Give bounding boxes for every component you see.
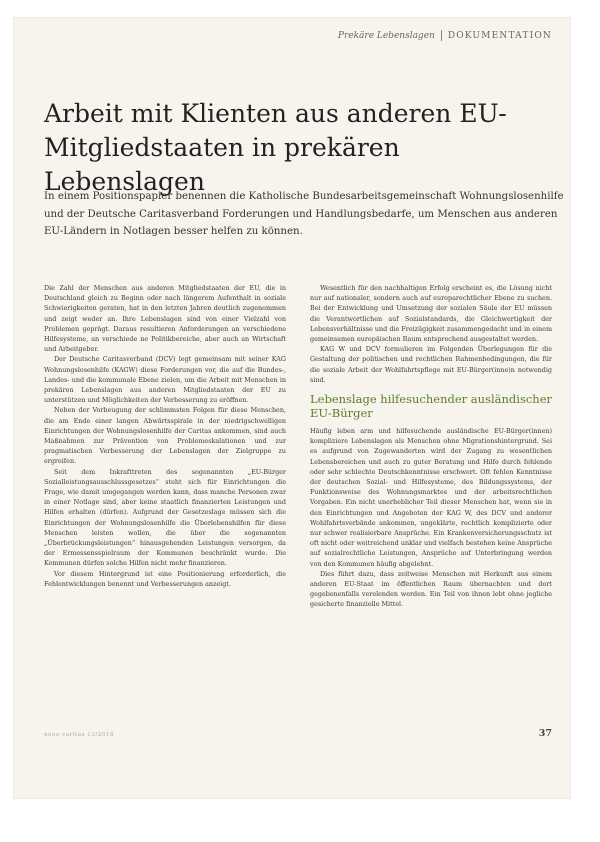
paragraph: Der Deutsche Caritasverband (DCV) legt gemeinsam mit seiner KAG Wohnungslosenhilfe (KAGW) diese Forderungen vor, die auf die Bundes-, Landes- und die kommunale Ebene zielen, um die Arbeit mit Menschen in prekären Lebenslagen aus anderen Mitgliedstaaten der EU zu unterstützen und Möglichkeiten der Verbesserung zu eröffnen.: [44, 355, 286, 405]
paragraph: Neben der Vorbeugung der schlimmsten Folgen für diese Menschen, die am Ende einer langen Abwärtsspirale in der niedrigschwelligen Einrichtungen der Wohnungslosenhilfe der Caritas ankommen, sind auch Maßnahmen zur Prävention von Problemeskalationen und zur pragmatischen Verbesserung der Lebenslagen der Zielgruppe zu ergreifen.: [44, 406, 286, 466]
page-number: 37: [538, 728, 552, 739]
running-header: [338, 30, 552, 41]
paragraph: Vor diesem Hintergrund ist eine Positionierung erforderlich, die Fehlentwicklungen benennt und Verbesserungen anzeigt.: [44, 569, 286, 588]
article-title: Arbeit mit Klienten aus anderen EU-Mitgliedstaaten in prekären Lebenslagen: [44, 99, 507, 196]
journal-name: neue caritas 13/2018: [44, 732, 115, 738]
paragraph: Häufig leben arm und hilfesuchende ausländische EU-Bürger(innen) kompliziere Lebenslagen als Menschen ohne Migrationshintergrund. Sei es aufgrund von Zugewanderten wird der Zugang zu wesentlichen Lebensbereichen und auch zu guter Beratung und Hilfe durch fehlende oder sehr schlechte Deutschkenntnisse erschwert. Oft fehlen Kenntnisse der deutschen Sozial- und Hilfesysteme, des Bildungssystems, der Funktionsweise des Wohnungsmarktes und der arbeitsrechtlichen Vorgaben. Ein nicht unerheblicher Teil dieser Menschen hat, wenn sie in den Einrichtungen und Angeboten der KAG W, des DCV und anderer Wohlfahrtsverbände ankommen, ungeklärte, rechtlich komplizierte oder nur schwer realisierbare Ansprüche. Ein Krankenversicherungsschutz ist oft nicht oder weitreichend unklar und vielfach bestehen keine Ansprüche auf sozialrechtliche Leistungen, Ansprüche auf Unterbringung werden von den Kommunen häufig abgelehnt.: [310, 427, 552, 568]
paragraph: Seit dem Inkrafttreten des sogenannten „EU-Bürger Sozialleistungsausschlussgesetzes“ steht sich für Einrichtungen die Frage, wie damit umgegangen werden kann, dass manche Personen zwar in einer Notlage sind, aber keine staatlich finanzierten Leistungen und Hilfen erhalten (dürfen). Aufgrund der Gesetzeslage müssen sich die Einrichtungen der Wohnungslosenhilfe die Überlebenshilfen für diese Menschen leisten wollen, die über die sogenannten „Überbrückungsleistungen“ hinausgehenden Leistungen versorgen, da der Ermessensspielraum der Kommunen beschränkt wurde. Die Kommunen dürfen solche Hilfen nicht mehr finanzieren.: [44, 467, 286, 568]
header-label: DOKUMENTATION: [447, 30, 552, 41]
section-heading: Lebenslage hilfesuchender ausländischer EU-Bürger: [310, 392, 552, 420]
header-divider: [441, 30, 442, 41]
right-column: [310, 283, 552, 610]
page: [14, 18, 570, 798]
paragraph: Die Zahl der Menschen aus anderen Mitgliedstaaten der EU, die in Deutschland gleich zu Beginn oder nach längerem Aufenthalt in soziale Schwierigkeiten geraten, hat in den letzten Jahren deutlich zugenommen und zeigt weder an. Ihre Lebenslagen sind von einer Vielzahl von Problemen geprägt. Daraus resultieren Anforderungen an verschiedene Hilfesysteme, an verschiede ne Politikbereiche, aber auch an Wirtschaft und Arbeitgeber.: [44, 284, 286, 354]
header-section: Prekäre Lebenslagen: [337, 30, 435, 41]
paragraph: KAG W und DCV formulieren im Folgenden Überlegungen für die Gestaltung der politischen und rechtlichen Rahmenbedingungen, die für die soziale Arbeit der Wohlfahrtspflege mit EU-Bürger(inne)n notwendig sind.: [310, 345, 552, 384]
paragraph: Wesentlich für den nachhaltigen Erfolg erscheint es, die Lösung nicht nur auf nationaler, sondern auch auf europarechtlicher Ebene zu suchen. Bei der Entwicklung und Umsetzung der sozialen Säule der EU müssen die Verantwortlichen auf Sozialstandards, die Gleichwertigkeit der Lebensverhältnisse und die Freizügigkeit zusammengedacht und in einem gemeinsamen europäischen Raum entsprechend ausgestaltet werden.: [310, 284, 552, 344]
article-lead: In einem Positionspapier benennen die Katholische Bundesarbeitsgemeinschaft Wohnungslosenhilfe und der Deutsche Caritasverband Forderungen und Handlungsbedarfe, um Menschen aus anderen EU-Ländern in Notlagen besser helfen zu können.: [44, 191, 564, 237]
page-footer: [44, 728, 552, 739]
left-column: [44, 283, 286, 589]
paragraph: Dies führt dazu, dass zeitweise Menschen mit Herkunft aus einem anderen EU-Staat im öffentlichen Raum übernachten und dort gegebenenfalls verelenden werden. Ein Teil von ihnen lebt ohne jegliche gesicherte finanzielle Mittel.: [310, 569, 552, 609]
